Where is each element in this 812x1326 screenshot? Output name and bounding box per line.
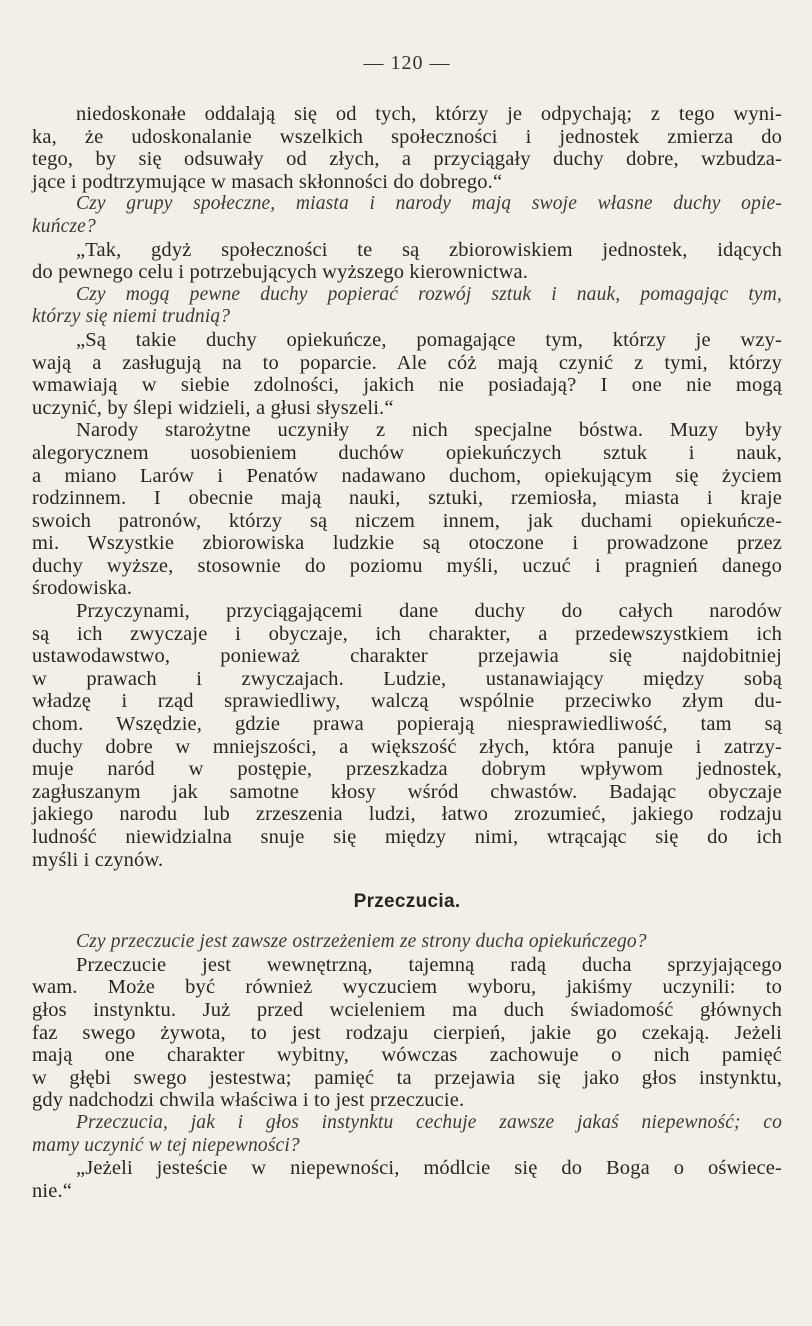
text-line: nie.“ xyxy=(32,1179,73,1202)
paragraph-block xyxy=(32,600,782,871)
question-block xyxy=(32,931,782,954)
text-line: Czy przeczucie jest zawsze ostrzeżeniem ze strony ducha opiekuńczego? xyxy=(76,931,647,953)
text-line: Przeczucia, jak i głos instynktu cechuje zawsze jakaś niepewność; co xyxy=(76,1111,782,1133)
text-line: Narody starożytne uczyniły z nich specjalne bóstwa. Muzy były xyxy=(76,419,782,442)
text-line: mają one charakter wybitny, wówczas zachowuje o nich pamięć xyxy=(32,1044,782,1067)
text-line: kuńcze? xyxy=(32,215,96,237)
page-body xyxy=(32,103,782,1202)
question-block xyxy=(32,284,782,329)
text-line: w prawach i zwyczajach. Ludzie, ustanawiający między sobą xyxy=(32,667,782,690)
text-line: Czy grupy społeczne, miasta i narody mają swoje własne duchy opie- xyxy=(76,193,782,215)
question-block xyxy=(32,1112,782,1157)
text-line: do pewnego celu i potrzebujących wyższego kierownictwa. xyxy=(32,261,529,284)
text-line: tego, by się odsuwały od złych, a przyciągały duchy dobre, wzbudza- xyxy=(32,148,782,171)
text-line: wają a zasługują na to poparcie. Ale cóż mają czynić z tymi, którzy xyxy=(32,351,782,374)
text-line: środowiska. xyxy=(32,577,133,600)
text-line: Czy mogą pewne duchy popierać rozwój sztuk i nauk, pomagając tym, xyxy=(76,283,782,305)
text-line: rodzinnem. I obecnie mają nauki, sztuki, rzemiosła, miasta i kraje xyxy=(32,487,782,510)
text-line: gdy nadchodzi chwila właściwa i to jest przeczucie. xyxy=(32,1089,465,1112)
text-line: ludność niewidzialna snuje się między nimi, wtrącając się do ich xyxy=(32,826,782,848)
text-line: „Jeżeli jesteście w niepewności, módlcie się do Boga o oświece- xyxy=(76,1157,782,1180)
text-line: muje naród w postępie, przeszkadza dobrym wpływom jednostek, xyxy=(32,758,782,781)
question-block xyxy=(32,193,782,238)
paragraph-block xyxy=(32,239,782,284)
text-line: niedoskonałe oddalają się od tych, którzy je odpychają; z tego wyni- xyxy=(76,103,782,125)
text-line: alegorycznem uosobieniem duchów opiekuńczych sztuk i nauk, xyxy=(32,441,782,464)
section-heading: Przeczucia. xyxy=(353,891,461,913)
text-line: jące i podtrzymujące w masach skłonności do dobrego.“ xyxy=(32,170,503,193)
page-number: — 120 — xyxy=(363,52,451,74)
text-line: są ich zwyczaje i obyczaje, ich charakter, a przedewszystkiem ich xyxy=(32,622,782,645)
paragraph-block xyxy=(32,103,782,193)
text-line: władzę i rząd sprawiedliwy, walczą wspólnie przeciwko złym du- xyxy=(32,690,782,713)
paragraph-block xyxy=(32,954,782,1112)
text-line: „Są takie duchy opiekuńcze, pomagające tym, którzy je wzy- xyxy=(76,328,782,351)
text-line: duchy dobre w mniejszości, a większość złych, która panuje i zatrzy- xyxy=(32,735,782,758)
text-line: mi. Wszystkie zbiorowiska ludzkie są otoczone i prowadzone przez xyxy=(32,532,782,555)
text-line: jakiego narodu lub zrzeszenia ludzi, łatwo zrozumieć, jakiego rodzaju xyxy=(32,803,782,826)
text-line: swoich patronów, którzy są niczem innem, jak duchami opiekuńcze- xyxy=(32,509,782,532)
paragraph-block xyxy=(32,419,782,600)
text-line: w głębi swego jestestwa; pamięć ta przejawia się jako głos instynktu, xyxy=(32,1066,782,1089)
text-line: Przyczynami, przyciągającemi dane duchy do całych narodów xyxy=(76,600,782,623)
text-line: chom. Wszędzie, gdzie prawa popierają niesprawiedliwość, tam są xyxy=(32,713,782,736)
text-line: „Tak, gdyż społeczności te są zbiorowiskiem jednostek, idących xyxy=(76,238,782,261)
text-line: Przeczucie jest wewnętrzną, tajemną radą ducha sprzyjającego xyxy=(76,953,782,976)
paragraph-block xyxy=(32,1157,782,1202)
text-line: wam. Może być również wyczuciem wyboru, jakiśmy uczynili: to xyxy=(32,976,782,999)
text-line: zagłuszanym jak samotne kłosy wśród chwastów. Badając obyczaje xyxy=(32,780,782,803)
text-line: faz swego żywota, to jest rodzaju cierpień, jakie go czekają. Jeżeli xyxy=(32,1021,782,1044)
text-line: myśli i czynów. xyxy=(32,848,164,871)
text-line: ka, że udoskonalanie wszelkich społeczności i jednostek zmierza do xyxy=(32,125,782,148)
text-line: mamy uczynić w tej niepewności? xyxy=(32,1134,300,1156)
text-line: uczynić, by ślepi widzieli, a głusi słyszeli.“ xyxy=(32,396,394,419)
text-line: a miano Larów i Penatów nadawano duchom, opiekującym się życiem xyxy=(32,464,782,487)
text-line: wmawiają w siebie zdolności, jakich nie posiadają? I one nie mogą xyxy=(32,374,782,397)
text-line: głos instynktu. Już przed wcieleniem ma duch świadomość głównych xyxy=(32,998,782,1021)
text-line: którzy się niemi trudnią? xyxy=(32,306,231,328)
text-line: duchy wyższe, stosownie do poziomu myśli, uczuć i pragnień danego xyxy=(32,554,782,577)
paragraph-block xyxy=(32,329,782,419)
text-line: ustawodawstwo, ponieważ charakter przejawia się najdobitniej xyxy=(32,645,782,668)
